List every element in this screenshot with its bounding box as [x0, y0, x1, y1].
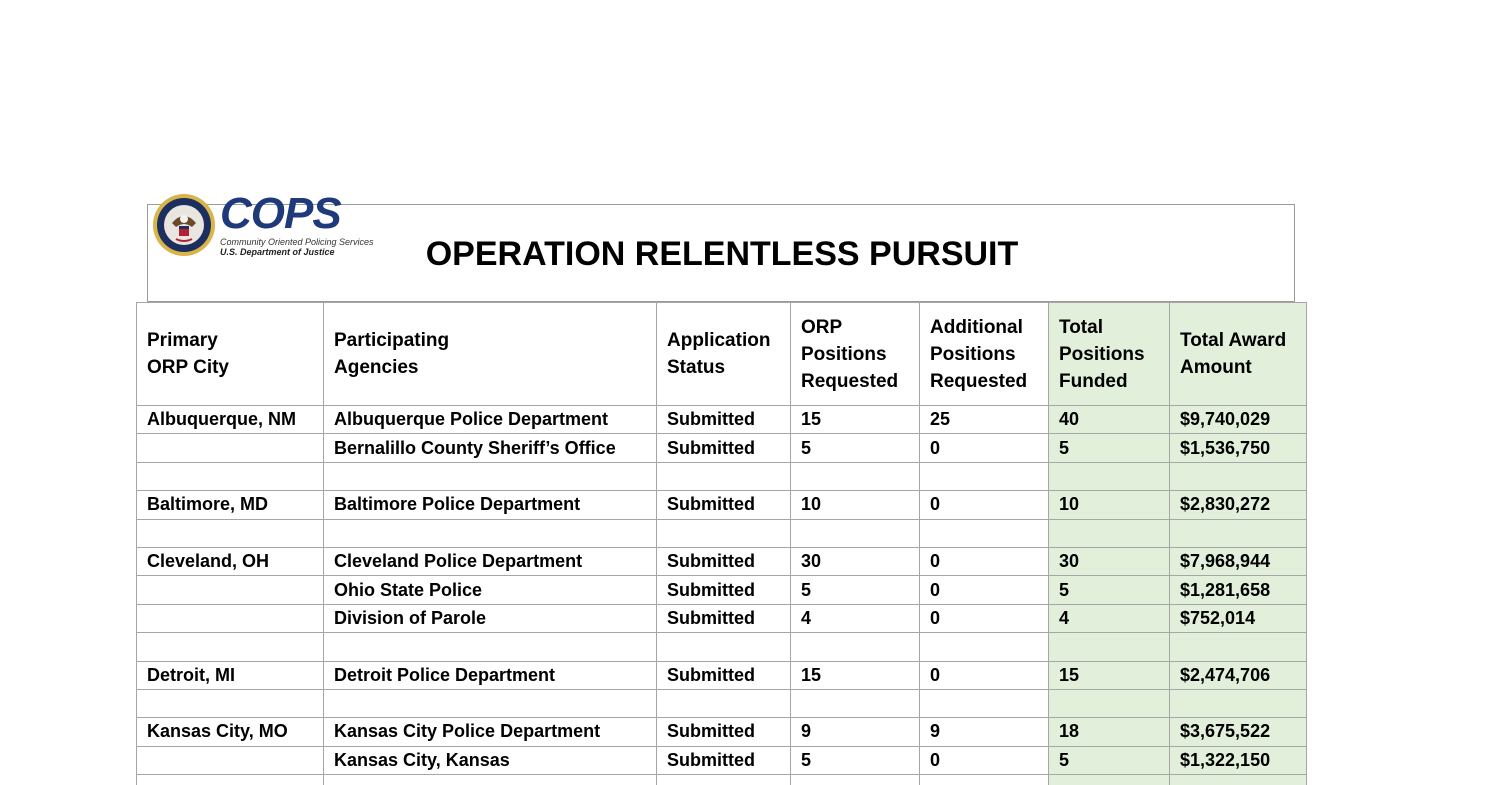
- cell-primary-orp-city: [137, 519, 324, 547]
- cell-application-status: Submitted: [657, 576, 791, 604]
- cell-orp-positions-requested: [791, 633, 920, 661]
- cell-primary-orp-city: [137, 746, 324, 774]
- cell-total-award-amount: $7,968,944: [1170, 547, 1307, 575]
- cell-total-award-amount: $2,830,272: [1170, 491, 1307, 519]
- cell-participating-agencies: Baltimore Police Department: [324, 491, 657, 519]
- page-title: OPERATION RELENTLESS PURSUIT: [425, 235, 1019, 273]
- cell-orp-positions-requested: 4: [791, 604, 920, 632]
- cell-application-status: [657, 775, 791, 785]
- column-header-line: ORP City: [147, 357, 230, 378]
- cell-additional-positions-requested: 0: [920, 434, 1049, 462]
- cell-additional-positions-requested: 0: [920, 604, 1049, 632]
- cell-primary-orp-city: Detroit, MI: [137, 661, 324, 689]
- table-row: [137, 519, 1307, 547]
- cell-application-status: [657, 689, 791, 717]
- cell-orp-positions-requested: [791, 462, 920, 490]
- cell-orp-positions-requested: 15: [791, 406, 920, 434]
- column-header-line: Status: [667, 357, 726, 378]
- cell-additional-positions-requested: [920, 689, 1049, 717]
- cell-participating-agencies: [324, 689, 657, 717]
- column-header-line: Requested: [930, 370, 1028, 392]
- table-row: [137, 576, 1307, 604]
- cell-total-positions-funded: 10: [1049, 491, 1170, 519]
- column-header-orp-positions-requested: [791, 303, 920, 406]
- column-header-line: Positions: [1059, 343, 1145, 365]
- table-row: [137, 462, 1307, 490]
- cell-total-positions-funded: [1049, 633, 1170, 661]
- cell-total-positions-funded: 5: [1049, 434, 1170, 462]
- column-header-participating-agencies: [324, 303, 657, 406]
- table-header-row: [137, 303, 1307, 406]
- cell-participating-agencies: Bernalillo County Sheriff’s Office: [324, 434, 657, 462]
- cell-total-positions-funded: 30: [1049, 547, 1170, 575]
- logo-subtitle: Community Oriented Policing Services: [220, 237, 374, 247]
- cell-total-positions-funded: [1049, 519, 1170, 547]
- table-row: [137, 633, 1307, 661]
- cell-application-status: Submitted: [657, 604, 791, 632]
- column-header-line: ORP: [801, 316, 843, 338]
- table-row: [137, 661, 1307, 689]
- column-header-line: Agencies: [334, 357, 419, 378]
- cell-additional-positions-requested: 0: [920, 491, 1049, 519]
- column-header-line: Total Award: [1180, 330, 1287, 351]
- column-header-line: Amount: [1180, 357, 1252, 378]
- table-row: [137, 434, 1307, 462]
- cell-orp-positions-requested: 10: [791, 491, 920, 519]
- column-header-line: Positions: [801, 343, 887, 365]
- logo-department: U.S. Department of Justice: [220, 247, 335, 257]
- cell-participating-agencies: [324, 633, 657, 661]
- cell-total-award-amount: [1170, 462, 1307, 490]
- cell-orp-positions-requested: [791, 689, 920, 717]
- cell-orp-positions-requested: 5: [791, 746, 920, 774]
- cell-total-award-amount: $3,675,522: [1170, 718, 1307, 746]
- cell-total-positions-funded: 5: [1049, 746, 1170, 774]
- cell-primary-orp-city: [137, 434, 324, 462]
- cell-primary-orp-city: [137, 604, 324, 632]
- cell-application-status: Submitted: [657, 746, 791, 774]
- cell-total-positions-funded: 5: [1049, 576, 1170, 604]
- column-header-line: Application: [667, 330, 771, 351]
- cell-total-positions-funded: [1049, 689, 1170, 717]
- column-header-line: Participating: [334, 330, 450, 351]
- cell-application-status: Submitted: [657, 406, 791, 434]
- cell-total-award-amount: [1170, 775, 1307, 785]
- table-row: [137, 406, 1307, 434]
- column-header-total-award-amount: [1170, 303, 1307, 406]
- cell-total-positions-funded: 4: [1049, 604, 1170, 632]
- cell-total-award-amount: $9,740,029: [1170, 406, 1307, 434]
- table-row: [137, 689, 1307, 717]
- cell-primary-orp-city: [137, 633, 324, 661]
- cell-participating-agencies: Cleveland Police Department: [324, 547, 657, 575]
- cell-primary-orp-city: Baltimore, MD: [137, 491, 324, 519]
- cell-participating-agencies: Ohio State Police: [324, 576, 657, 604]
- column-header-line: Funded: [1059, 370, 1128, 392]
- column-header-line: Total: [1059, 316, 1103, 338]
- column-header-primary-orp-city: [137, 303, 324, 406]
- cell-application-status: Submitted: [657, 547, 791, 575]
- cell-additional-positions-requested: [920, 519, 1049, 547]
- cell-additional-positions-requested: [920, 633, 1049, 661]
- cell-participating-agencies: [324, 519, 657, 547]
- cell-orp-positions-requested: [791, 519, 920, 547]
- cell-additional-positions-requested: 25: [920, 406, 1049, 434]
- cell-total-award-amount: $2,474,706: [1170, 661, 1307, 689]
- table-row: [137, 604, 1307, 632]
- table-row: [137, 547, 1307, 575]
- cell-participating-agencies: [324, 462, 657, 490]
- cell-primary-orp-city: [137, 689, 324, 717]
- table-row: [137, 775, 1307, 785]
- cell-participating-agencies: Division of Parole: [324, 604, 657, 632]
- cell-additional-positions-requested: 0: [920, 746, 1049, 774]
- cell-primary-orp-city: [137, 775, 324, 785]
- orp-funding-table: [136, 302, 1307, 785]
- cell-additional-positions-requested: [920, 775, 1049, 785]
- cops-brand: COPS: [220, 189, 341, 238]
- cell-orp-positions-requested: 5: [791, 576, 920, 604]
- cell-total-positions-funded: [1049, 775, 1170, 785]
- cell-total-positions-funded: 40: [1049, 406, 1170, 434]
- column-header-line: Positions: [930, 343, 1016, 365]
- cell-application-status: [657, 519, 791, 547]
- cell-application-status: [657, 633, 791, 661]
- column-header-line: Additional: [930, 316, 1023, 338]
- column-header-additional-positions-requested: [920, 303, 1049, 406]
- cell-additional-positions-requested: 9: [920, 718, 1049, 746]
- cell-application-status: Submitted: [657, 718, 791, 746]
- cell-participating-agencies: Detroit Police Department: [324, 661, 657, 689]
- cell-total-award-amount: $1,322,150: [1170, 746, 1307, 774]
- cell-total-award-amount: $1,281,658: [1170, 576, 1307, 604]
- cell-application-status: Submitted: [657, 661, 791, 689]
- column-header-line: Requested: [801, 370, 899, 392]
- cell-additional-positions-requested: 0: [920, 547, 1049, 575]
- table-row: [137, 746, 1307, 774]
- cell-total-award-amount: [1170, 633, 1307, 661]
- cell-primary-orp-city: Cleveland, OH: [137, 547, 324, 575]
- cell-application-status: Submitted: [657, 491, 791, 519]
- cell-total-positions-funded: 15: [1049, 661, 1170, 689]
- cell-orp-positions-requested: 9: [791, 718, 920, 746]
- column-header-total-positions-funded: [1049, 303, 1170, 406]
- cell-orp-positions-requested: 5: [791, 434, 920, 462]
- table-row: [137, 491, 1307, 519]
- cell-total-positions-funded: [1049, 462, 1170, 490]
- cell-total-award-amount: [1170, 519, 1307, 547]
- cell-additional-positions-requested: 0: [920, 661, 1049, 689]
- column-header-application-status: [657, 303, 791, 406]
- table-row: [137, 718, 1307, 746]
- cell-primary-orp-city: [137, 576, 324, 604]
- cell-application-status: Submitted: [657, 434, 791, 462]
- cell-total-positions-funded: 18: [1049, 718, 1170, 746]
- cell-participating-agencies: [324, 775, 657, 785]
- table-body: [137, 406, 1307, 785]
- cell-participating-agencies: Kansas City, Kansas: [324, 746, 657, 774]
- cell-primary-orp-city: [137, 462, 324, 490]
- cell-additional-positions-requested: 0: [920, 576, 1049, 604]
- column-header-line: Primary: [147, 330, 218, 351]
- cell-participating-agencies: Kansas City Police Department: [324, 718, 657, 746]
- cell-orp-positions-requested: [791, 775, 920, 785]
- cell-orp-positions-requested: 15: [791, 661, 920, 689]
- cell-primary-orp-city: Kansas City, MO: [137, 718, 324, 746]
- cell-total-award-amount: $752,014: [1170, 604, 1307, 632]
- cell-total-award-amount: $1,536,750: [1170, 434, 1307, 462]
- cell-participating-agencies: Albuquerque Police Department: [324, 406, 657, 434]
- cell-primary-orp-city: Albuquerque, NM: [137, 406, 324, 434]
- cell-application-status: [657, 462, 791, 490]
- document-header: [147, 189, 1295, 302]
- cell-additional-positions-requested: [920, 462, 1049, 490]
- cell-orp-positions-requested: 30: [791, 547, 920, 575]
- cell-total-award-amount: [1170, 689, 1307, 717]
